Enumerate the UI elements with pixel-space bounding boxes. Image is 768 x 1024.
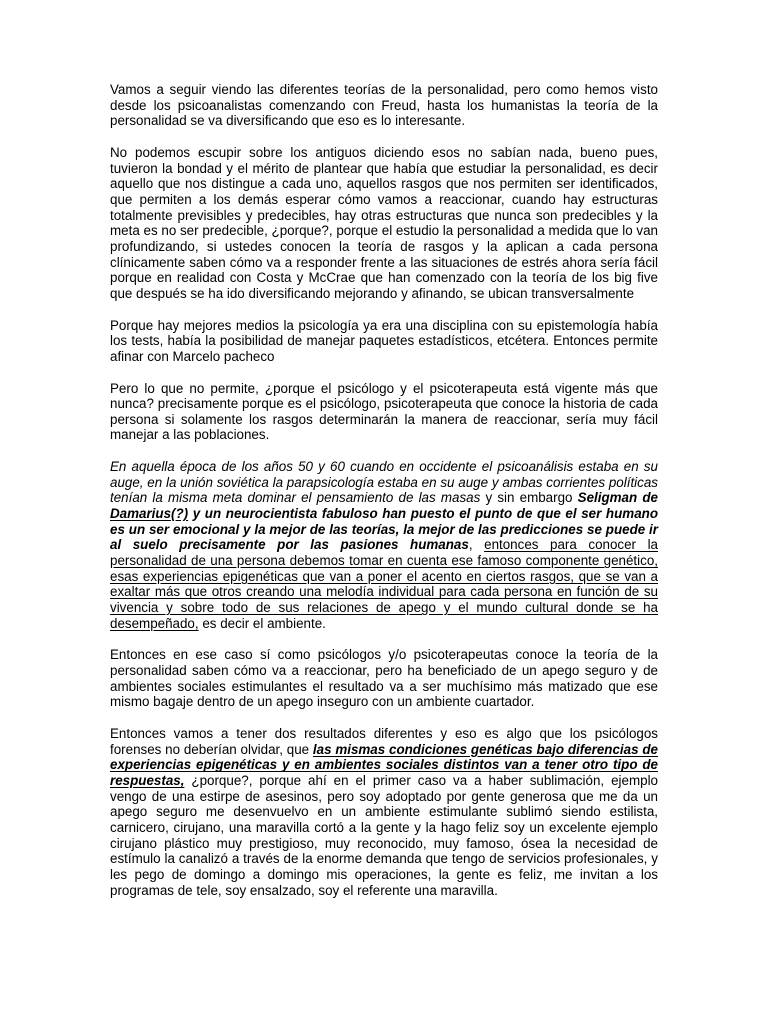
paragraph-3: Porque hay mejores medios la psicología ya era una disciplina con su epistemología había los tests, había la posibilidad de manejar paquetes estadísticos, etcétera. Entonces permite afinar con Marcelo pacheco <box>110 317 658 364</box>
bold-italic-passage: y un neurocientista fabuloso han puesto el punto de que el ser humano es un ser emocional y la mejor de las teorías, la mejor de las predicciones se puede ir al suelo precisamente por las pasiones humanas <box>110 506 658 553</box>
italic-passage: En aquella época de los años 50 y 60 cuando en occidente el psicoanálisis estaba en su auge, en la unión soviética la parapsicología estaba en su auge y ambas corrientes políticas tenían la misma meta dominar el pensamiento de las masas <box>110 459 658 506</box>
underlined-passage: entonces para conocer la personalidad de una persona debemos tomar en cuenta ese famoso componente genético, esas experiencias epigenéticas que van a poner el acento en ciertos rasgos, que se van a exaltar más que otros creando una melodía individual para cada persona en función de su vivencia y sobre todo de sus relaciones de apego y el mundo cultural donde se ha desempeñado, <box>110 537 658 631</box>
document-page <box>110 82 658 898</box>
plain-text: es decir el ambiente. <box>198 615 326 631</box>
paragraph-4: Pero lo que no permite, ¿porque el psicólogo y el psicoterapeuta está vigente más que nunca? precisamente porque es el psicólogo, psicoterapeuta que conoce la historia de cada persona si solamente los rasgos determinarán la manera de reaccionar, sería muy fácil manejar a las poblaciones. <box>110 380 658 443</box>
paragraph-2: No podemos escupir sobre los antiguos diciendo esos no sabían nada, bueno pues, tuvieron la bondad y el mérito de plantear que había que estudiar la personalidad, es decir aquello que nos distingue a cada uno, aquellos rasgos que nos permiten ser identificados, que permiten a los demás esperar cómo vamos a reaccionar, cuando hay estructuras totalmente previsibles y predecibles, hay otras estructuras que nunca son predecibles y la meta es no ser predecible, ¿porque?, porque el estudio la personalidad a medida que lo van profundizando, si ustedes conocen la teoría de rasgos y la aplican a cada persona clínicamente saben cómo va a responder frente a las situaciones de estrés ahora sería fácil porque en realidad con Costa y McCrae que han comenzado con la teoría de los big five que después se ha ido diversificando mejorando y afinando, se ubican transversalmente <box>110 144 658 301</box>
paragraph-6: Entonces en ese caso sí como psicólogos y/o psicoterapeutas conoce la teoría de la personalidad saben cómo va a reaccionar, pero ha beneficiado de un apego seguro y de ambientes sociales estimulantes el resultado va a ser muchísimo más matizado que ese mismo bagaje dentro de un apego inseguro con un ambiente cuartador. <box>110 647 658 710</box>
underlined-name: Damarius(?) <box>110 506 189 522</box>
bold-italic-passage: Seligman de <box>577 490 658 506</box>
plain-text: ¿porque?, porque ahí en el primer caso va a haber sublimación, ejemplo vengo de una estirpe de asesinos, pero soy adoptado por gente generosa que me da un apego seguro me desenvuelvo en un ambiente estimulante sublimó siendo estilista, carnicero, cirujano, una maravilla cortó a la gente y la hago feliz soy un excelente ejemplo cirujano plástico muy prestigioso, muy reconocido, muy famoso, ósea la necesidad de estímulo la canalizó a través de la enorme demanda que tengo de servicios profesionales, y les pego de domingo a domingo mis operaciones, la gente es feliz, me invitan a los programas de tele, soy ensalzado, soy el referente una maravilla. <box>110 772 658 898</box>
plain-text: Entonces vamos a tener dos resultados diferentes y eso es algo que los psicólogos forenses no deberían olvidar, que <box>110 725 658 757</box>
plain-text: , <box>468 537 485 553</box>
paragraph-1: Vamos a seguir viendo las diferentes teorías de la personalidad, pero como hemos visto desde los psicoanalistas comenzando con Freud, hasta los humanistas la teoría de la personalidad se va diversificando que eso es lo interesante. <box>110 82 658 129</box>
paragraph-7 <box>110 726 658 898</box>
plain-text: y sin embargo <box>480 490 578 506</box>
emphasized-passage: las mismas condiciones genéticas bajo diferencias de experiencias epigenéticas y en ambientes sociales distintos van a tener otro tipo de respuestas, <box>110 741 658 788</box>
paragraph-5 <box>110 459 658 631</box>
